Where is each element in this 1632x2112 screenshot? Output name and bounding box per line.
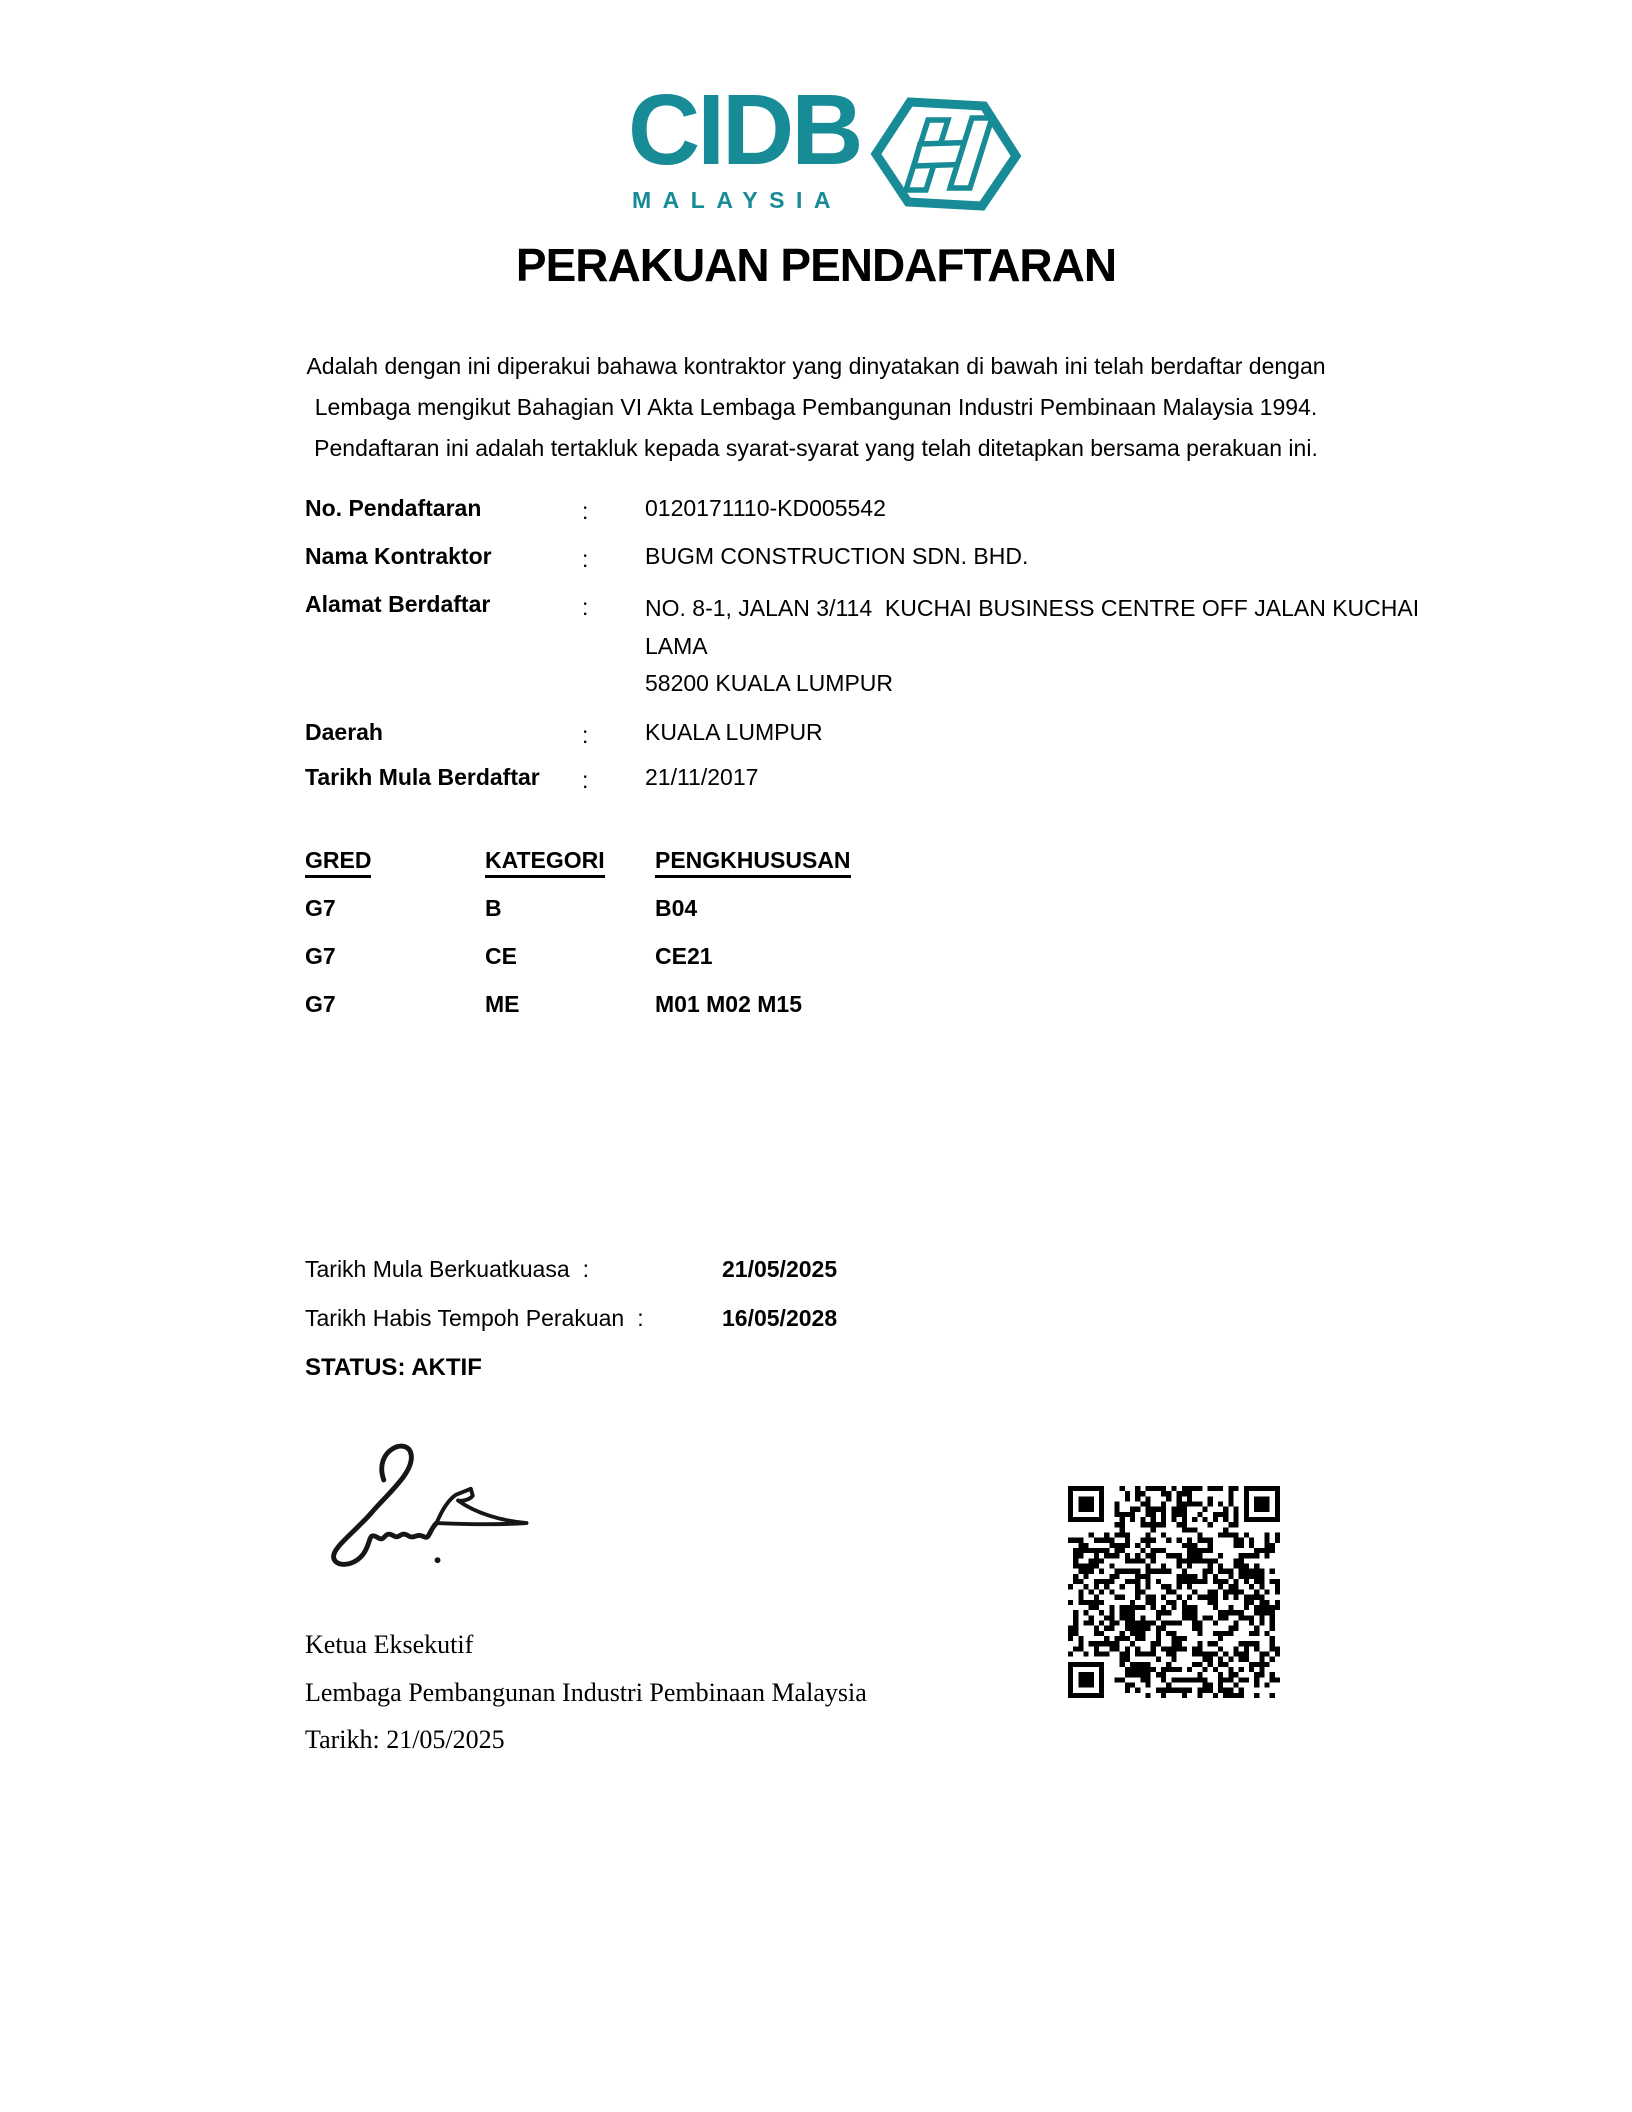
document-title: PERAKUAN PENDAFTARAN — [515, 239, 1117, 291]
contractor-name: BUGM CONSTRUCTION SDN. BHD. — [645, 543, 1029, 569]
detail-label: Daerah — [305, 719, 383, 745]
registered-address-line: NO. 8-1, JALAN 3/114 KUCHAI BUSINESS CENTRE OFF JALAN KUCHAI — [645, 595, 1420, 621]
detail-row-no-pendaftaran — [305, 494, 886, 526]
table-cell: G7 — [305, 991, 336, 1017]
signatory-block — [305, 1630, 867, 1773]
status-text: STATUS: AKTIF — [305, 1354, 482, 1381]
intro-line: Pendaftaran ini adalah tertakluk kepada syarat-syarat yang telah ditetapkan bersama perakuan ini. — [314, 435, 1318, 461]
table-cell: G7 — [305, 943, 336, 969]
detail-colon: : — [582, 722, 589, 748]
grades-table — [305, 847, 1085, 1039]
table-cell: CE — [485, 943, 517, 969]
malaysia-wordmark: MALAYSIA — [632, 187, 842, 213]
detail-colon: : — [582, 546, 589, 572]
effective-date: 21/05/2025 — [722, 1256, 838, 1282]
first-registered-date: 21/11/2017 — [645, 764, 759, 790]
detail-row-tarikh-mula-berdaftar — [305, 763, 758, 795]
detail-label: Tarikh Mula Berdaftar — [305, 764, 540, 790]
registration-number: 0120171110-KD005542 — [645, 495, 886, 521]
detail-row-alamat-berdaftar — [305, 590, 1419, 703]
table-cell: G7 — [305, 895, 336, 921]
validity-row-expiry-date — [305, 1305, 1105, 1354]
detail-value — [645, 718, 823, 750]
table-cell: B — [485, 895, 502, 921]
validity-colon: : — [582, 1256, 590, 1282]
registered-address-line: 58200 KUALA LUMPUR — [645, 670, 894, 696]
detail-value — [645, 763, 758, 795]
cidb-wordmark-block — [628, 74, 861, 214]
detail-label: No. Pendaftaran — [305, 495, 482, 521]
detail-value — [645, 590, 1419, 703]
table-header-gred: GRED — [305, 847, 485, 895]
intro-line: Lembaga mengikut Bahagian VI Akta Lembaga Pembangunan Industri Pembinaan Malaysia 1994. — [314, 394, 1318, 420]
detail-value — [645, 542, 1028, 574]
detail-row-daerah — [305, 718, 823, 750]
validity-label: Tarikh Habis Tempoh Perakuan — [305, 1305, 625, 1331]
detail-colon: : — [582, 498, 589, 524]
detail-colon: : — [582, 594, 589, 620]
signature-image — [322, 1436, 557, 1568]
table-cell: M01 M02 M15 — [655, 991, 803, 1017]
cidb-hexagon-icon — [870, 92, 1022, 216]
table-header-pengkhususan: PENGKHUSUSAN — [655, 847, 1085, 895]
signatory-organization: Lembaga Pembangunan Industri Pembinaan Malaysia — [305, 1677, 867, 1707]
detail-value — [645, 494, 886, 526]
table-cell: ME — [485, 991, 520, 1017]
table-cell: CE21 — [655, 943, 713, 969]
intro-paragraph — [0, 346, 1632, 469]
detail-label: Nama Kontraktor — [305, 543, 492, 569]
registered-address-line: LAMA — [645, 632, 708, 659]
signature-date: Tarikh: 21/05/2025 — [305, 1725, 505, 1754]
detail-row-nama-kontraktor — [305, 542, 1028, 574]
validity-label: Tarikh Mula Berkuatkuasa — [305, 1256, 570, 1282]
validity-row-effective-date — [305, 1256, 1105, 1305]
intro-line: Adalah dengan ini diperakui bahawa kontraktor yang dinyatakan di bawah ini telah berdaftar dengan — [306, 353, 1326, 379]
cidb-logo — [628, 74, 1022, 216]
cidb-wordmark: CIDB — [628, 74, 861, 186]
validity-colon: : — [637, 1305, 644, 1331]
table-header-kategori: KATEGORI — [485, 847, 655, 895]
expiry-date: 16/05/2028 — [722, 1305, 838, 1331]
district: KUALA LUMPUR — [645, 719, 823, 745]
table-cell: B04 — [655, 895, 698, 921]
signatory-title: Ketua Eksekutif — [305, 1630, 474, 1659]
qr-code — [1068, 1486, 1280, 1698]
detail-colon: : — [582, 767, 589, 793]
detail-label: Alamat Berdaftar — [305, 591, 491, 617]
validity-section — [305, 1256, 1105, 1382]
